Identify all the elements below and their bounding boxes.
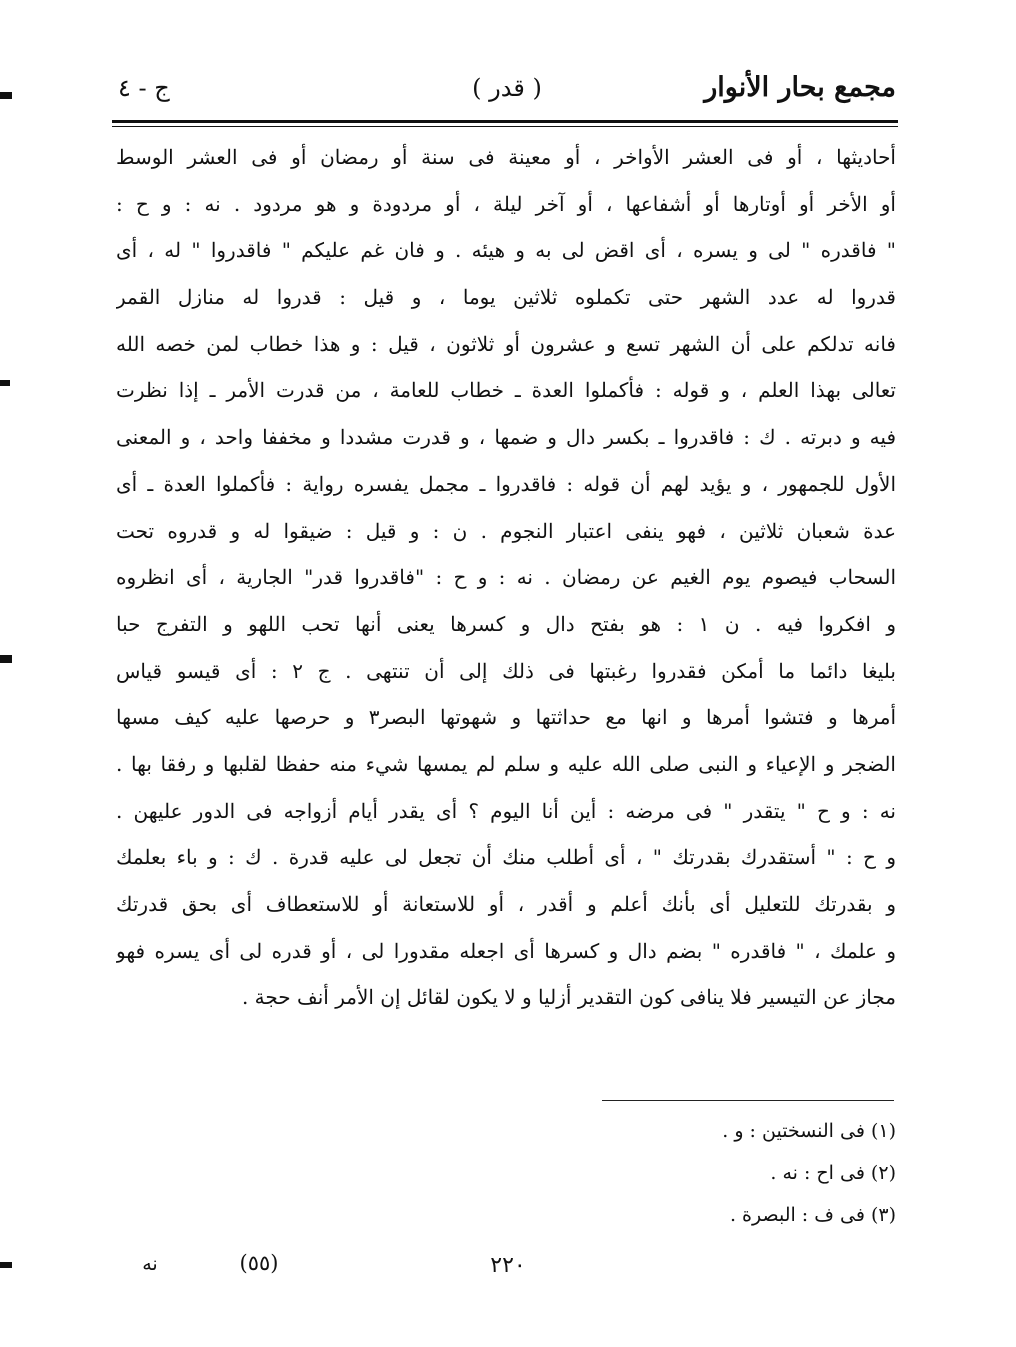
page-number: ٢٢٠ (490, 1253, 526, 1278)
scan-mark (0, 655, 12, 663)
text-line: تعالى بهذا العلم ، و قوله : فأكملوا العدة ـ خطاب للعامة ، من قدرت الأمر ـ إذا نظرت (116, 378, 896, 403)
text-line: أمرها و فتشوا أمرها و انها مع حداثتها و شهوتها البصر٣ و حرصها عليه كيف مسها (116, 705, 896, 730)
volume-label: ج - ٤ (118, 74, 170, 102)
text-line: فيه و دبرته . ك : فاقدروا ـ بكسر دال و ضمها ، و قدرت مشددا و مخففا واحد ، و المعنى (116, 425, 896, 450)
footnote: (١) فى النسختين : و . (722, 1120, 896, 1142)
scan-mark (0, 380, 10, 386)
text-line: نه : و ح " يتقدر " فى مرضه : أين أنا اليوم ؟ أى يقدر أيام أزواجه فى الدور عليهن . (116, 798, 896, 823)
header-rule-thin (112, 126, 898, 127)
text-line: و علمك ، " فاقدره " بضم دال و كسرها أى اجعله مقدورا لى ، أو قدره لى أى يسره فهو (116, 938, 896, 963)
text-line: " فاقدره " لى و يسره ، أى اقض لى به و هيئه . و فان غم عليكم " فاقدروا " له ، أى (116, 238, 896, 263)
footnote-separator (602, 1100, 894, 1101)
text-line: و بقدرتك للتعليل أى بأنك أعلم و أقدر ، أو للاستعانة أو للاستعطاف أى بحق قدرتك (116, 892, 896, 916)
text-line: عدة شعبان ثلاثين ، فهو ينفى اعتبار النجوم . ن : و قيل : ضيقوا له و قدروه تحت (116, 518, 896, 543)
text-line: أحاديثها ، أو فى العشر الأواخر ، أو معينة فى سنة أو رمضان أو فى العشر الوسط (116, 145, 896, 169)
scan-mark (0, 1262, 12, 1268)
text-line: الضجر و الإعياء و النبى صلى الله عليه و سلم لم يمسها شيء منه حفظا لقلبها و رفقا بها . (116, 751, 896, 776)
entry-word: ( قدر ) (472, 74, 542, 102)
sheet-number: (٥٥) (239, 1251, 279, 1275)
text-line: أو الأخر أو أوتارها أو أشفاعها ، أو آخر ليلة ، أو مردودة و هو مردود . نه : و ح : (116, 191, 896, 216)
header-rule-thick (112, 120, 898, 123)
text-line: السحاب فيصوم يوم الغيم عن رمضان . نه : و ح : "فاقدروا قدر" الجارية ، أى انظروه (116, 565, 896, 590)
text-line: فانه تدلكم على أن الشهر تسع و عشرون أو ثلاثون ، قيل : و هذا خطاب لمن خصه الله (116, 331, 896, 356)
running-header (118, 72, 896, 116)
footnote: (٣) فى ف : البصرة . (729, 1204, 896, 1226)
text-line: مجاز عن التيسير فلا ينافى كون التقدير أزليا و لا يكون لقائل إن الأمر أنف حجة . (241, 985, 896, 1010)
text-line: الأول للجمهور ، و يؤيد لهم أن قوله : فاقدروا ـ مجمل يفسره رواية : فأكملوا العدة ـ أى (116, 471, 896, 496)
text-line: قدروا له عدد الشهر حتى تكملوه ثلاثين يوما ، و قيل : قدروا له منازل القمر (116, 285, 896, 310)
text-line: و افكروا فيه . ن ١ : هو بفتح دال و كسرها يعنى أنها تحب اللهو و التفرج حبا (116, 611, 896, 636)
text-line: و ح : " أستقدرك بقدرتك " ، أى أطلب منك أن تجعل لى عليه قدرة . ك : و باء بعلمك (116, 845, 896, 870)
book-title: مجمع بحار الأنوار (704, 72, 896, 103)
scan-mark (0, 92, 12, 99)
catchword: نه (142, 1253, 158, 1275)
footnote: (٢) فى اح : نه . (770, 1162, 896, 1184)
footnotes (496, 1110, 896, 1236)
text-line: بليغا دائما ما أمكن فقدروا رغبتها فى ذلك إلى أن تنتهى . ج ٢ : أى قيسو قياس (116, 658, 896, 683)
main-text (116, 134, 896, 1021)
